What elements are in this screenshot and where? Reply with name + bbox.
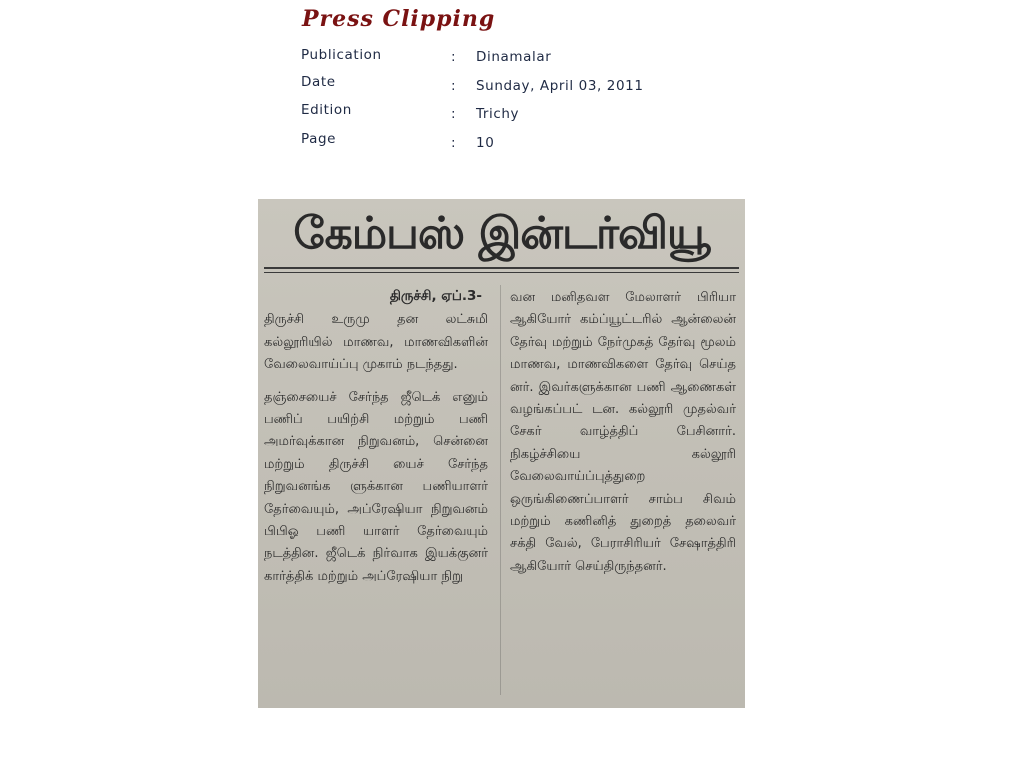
- meta-label: Publication: [301, 47, 382, 63]
- article-column-left: [264, 285, 488, 588]
- meta-row-publication: [0, 47, 1024, 67]
- meta-colon: :: [451, 106, 457, 122]
- meta-label: Page: [301, 131, 337, 147]
- meta-row-date: [0, 74, 1024, 94]
- meta-colon: :: [451, 49, 457, 65]
- headline-rule: [264, 272, 739, 273]
- meta-value-date: Sunday, April 03, 2011: [476, 78, 644, 94]
- article-paragraph: திருச்சி உருமு தன லட்சுமி கல்லூரியில் மாணவ, மாணவிகளின் வேலைவாய்ப்பு முகாம் நடந்தது.: [264, 312, 488, 373]
- press-clipping-title: Press Clipping: [302, 6, 496, 32]
- meta-label: Date: [301, 74, 336, 90]
- meta-value-publication: Dinamalar: [476, 49, 552, 65]
- meta-row-page: [0, 131, 1024, 151]
- meta-label: Edition: [301, 102, 352, 118]
- headline-rule: [264, 267, 739, 269]
- newspaper-clipping: [258, 199, 745, 708]
- meta-value-edition: Trichy: [476, 106, 520, 122]
- article-column-right: [510, 287, 736, 578]
- meta-row-edition: [0, 102, 1024, 122]
- clipping-headline: கேம்பஸ் இன்டர்வியூ: [293, 208, 710, 259]
- column-divider: [500, 285, 501, 695]
- meta-colon: :: [451, 78, 457, 94]
- article-dateline: திருச்சி, ஏப்.3-: [389, 288, 482, 304]
- meta-value-page: 10: [476, 135, 495, 151]
- article-paragraph: வன மனிதவள மேலாளர் பிரியா ஆகியோர் கம்ப்யூட்டரில் ஆன்லைன் தேர்வு மற்றும் நேர்முகத் தேர்வு மூலம் மாணவ, மாணவிகளை தேர்வு செய்த னர். இவர்களுக்கான பணி ஆணைகள் வழங்கப்பட் டன. கல்லூரி முதல்வர் சேகர் வாழ்த்திப் பேசினார். நிகழ்ச்சியை கல்லூரி வேலைவாய்ப்புத்துறை ஒருங்கிணைப்பாளர் சாம்ப சிவம் மற்றும் கணினித் துறைத் தலைவர் சக்தி வேல், பேராசிரியர் சேஷாத்திரி ஆகியோர் செய்திருந்தனர்.: [510, 290, 736, 574]
- meta-colon: :: [451, 135, 457, 151]
- article-paragraph: தஞ்சையைச் சேர்ந்த ஜீடெக் எனும் பணிப் பயிற்சி மற்றும் பணி அமர்வுக்கான நிறுவனம், சென்னை மற்றும் திருச்சி யைச் சேர்ந்த நிறுவனங்க ளுக்கான பணியாளர் தேர்வையும், அப்ரேஷியா நிறுவனம் பிபிஓ பணி யாளர் தேர்வையும் நடத்தின. ஜீடெக் நிர்வாக இயக்குனர் கார்த்திக் மற்றும் அப்ரேஷியா நிறு: [264, 389, 488, 584]
